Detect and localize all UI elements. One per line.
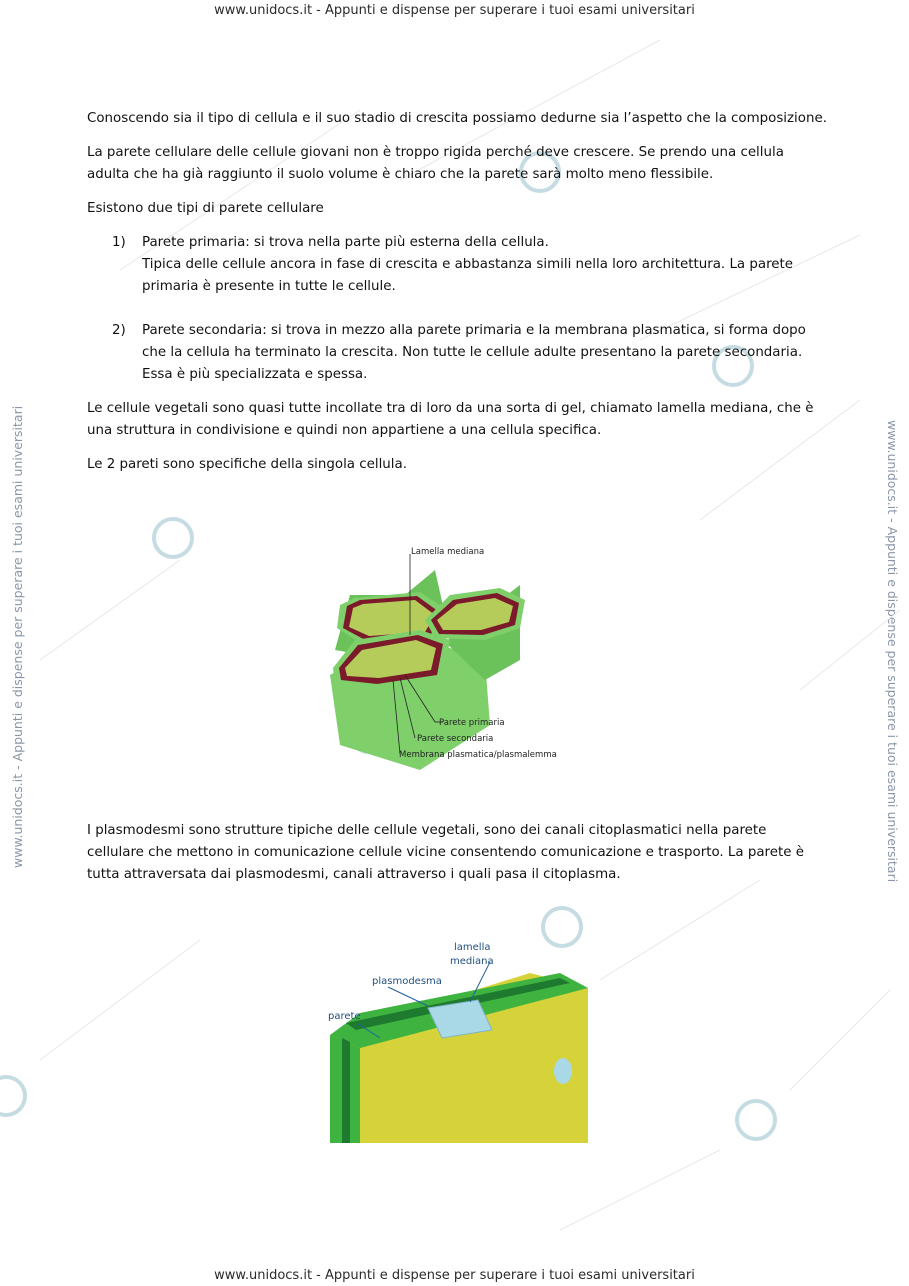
label-mediana: mediana: [450, 956, 494, 967]
paragraph: Esistono due tipi di parete cellulare: [87, 201, 324, 216]
paragraph: Le 2 pareti sono specifiche della singola cellula.: [87, 457, 407, 472]
list-item: [87, 320, 827, 386]
label-parete: parete: [328, 1011, 361, 1022]
label-lamella: lamella: [454, 942, 491, 953]
label-parete-primaria: Parete primaria: [439, 718, 505, 728]
cell-wall-types-list: [87, 232, 827, 386]
paragraph: I plasmodesmi sono strutture tipiche delle cellule vegetali, sono dei canali citoplasmatici nella parete cellulare che mettono in comunicazione cellule vicine consentendo comunicazione e trasporto. La parete è tutta attraversata dai plasmodesmi, canali attraverso i quali pasa il citoplasma.: [87, 823, 804, 882]
list-item-text: Tipica delle cellule ancora in fase di crescita e abbastanza simili nella loro architettura. La parete primaria è presente in tutte le cellule.: [142, 257, 794, 294]
list-item-text: Parete secondaria: si trova in mezzo alla parete primaria e la membrana plasmatica, si forma dopo che la cellula ha terminato la crescita. Non tutte le cellule adulte presentano la parete secondaria. Essa è più specializzata e spessa.: [142, 323, 806, 382]
page-header-watermark: www.unidocs.it - Appunti e dispense per superare i tuoi esami universitari: [214, 3, 695, 18]
label-membrana-plasmatica: Membrana plasmatica/plasmalemma: [399, 750, 557, 760]
paragraph: La parete cellulare delle cellule giovani non è troppo rigida perché deve crescere. Se prendo una cellula adulta che ha già raggiunto il suolo volume è chiaro che la parete sarà molto meno flessibile.: [87, 145, 784, 182]
label-parete-secondaria: Parete secondaria: [417, 734, 494, 744]
document-body-lower: [87, 820, 827, 898]
pore-hole: [554, 1058, 572, 1084]
document-body: [87, 108, 827, 488]
plasmodesma-diagram: [320, 938, 600, 1143]
page-footer-watermark: www.unidocs.it - Appunti e dispense per superare i tuoi esami universitari: [214, 1268, 695, 1283]
list-item-text: Parete primaria: si trova nella parte più esterna della cellula.: [142, 235, 549, 250]
wall-edge-dark: [342, 1038, 350, 1143]
cytoplasm-left: [349, 600, 435, 636]
cell-wall-diagram: [325, 540, 585, 770]
side-watermark-left: www.unidocs.it - Appunti e dispense per superare i tuoi esami universitari: [10, 405, 25, 868]
label-plasmodesma: plasmodesma: [372, 976, 442, 987]
list-number: 1): [112, 235, 126, 250]
paragraph: Conoscendo sia il tipo di cellula e il suo stadio di crescita possiamo dedurne sia l’aspetto che la composizione.: [87, 111, 827, 126]
paragraph: Le cellule vegetali sono quasi tutte incollate tra di loro da una sorta di gel, chiamato lamella mediana, che è una struttura in condivisione e quindi non appartiene a una cellula specifica.: [87, 401, 814, 438]
list-item: [87, 232, 827, 298]
side-watermark-right: www.unidocs.it - Appunti e dispense per superare i tuoi esami universitari: [885, 420, 900, 883]
label-lamella-mediana: Lamella mediana: [411, 547, 485, 557]
list-number: 2): [112, 323, 126, 338]
